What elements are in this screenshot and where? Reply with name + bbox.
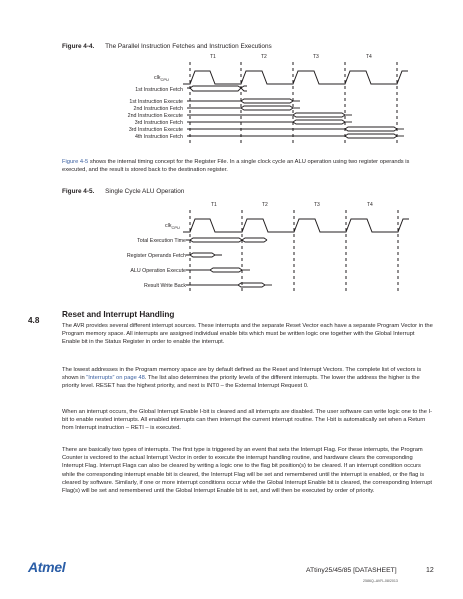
waveform-register-fetch [186,253,222,257]
figure-label: Figure 4-4. [62,43,95,50]
section-title: Reset and Interrupt Handling [62,310,175,319]
waveform-3rd-fetch [187,120,352,124]
atmel-logo: Atmel [28,559,66,575]
row-label-1st-execute: 1st Instruction Execute [129,99,183,105]
waveform-4th-fetch [187,134,404,138]
period-markers [190,62,397,146]
waveform-1st-fetch [187,86,247,91]
figure-4-5-intro-text: shows the internal timing concept for the Register File. In a single clock cycle an ALU operation using two register operands is executed, and the result is stored back to the destination register. [62,159,410,174]
figure-label: Figure 4-5. [62,188,95,195]
clock-label: clk$_{CPU}$ [154,75,169,82]
tick-label-t1: T1 [210,54,216,60]
interrupts-page-link[interactable]: “Interrupts” on page 48 [86,375,145,382]
figure-4-4-diagram [0,0,463,160]
waveform-alu-execute [186,268,250,272]
row-label-2nd-execute: 2nd Instruction Execute [127,113,183,119]
tick-label-t3: T3 [314,202,320,208]
row-label-total-execution: Total Execution Time [137,238,186,244]
waveform-write-back [186,283,272,287]
clock-waveform [183,219,409,232]
waveform-1st-execute [187,99,300,103]
paragraph-text: The lowest addresses in the Program memory space are by default defined as the Reset and Interrupt Vectors. The complete list of vectors is shown in [62,367,422,382]
tick-label-t4: T4 [366,54,372,60]
waveform-3rd-execute [187,127,404,131]
clock-waveform [183,71,408,84]
paragraph-interrupt-sources: The AVR provides several different interrupt sources. These interrupts and the separate Reset Vector each have a separate Program Vector in the Program memory space. All interrupts are assigned individual enable bits which must be written logic one together with the Global Interrupt Enable bit in the Status Register in order to enable the interrupt. [62,323,433,346]
period-markers [190,210,398,292]
figure-4-5-link[interactable]: Figure 4-5 [62,159,89,165]
figure-4-5-intro-paragraph [62,158,434,174]
figure-title: Single Cycle ALU Operation [105,188,185,195]
footer-page-number: 12 [426,567,434,574]
figure-4-5-diagram [0,195,463,300]
row-label-3rd-execute: 3rd Instruction Execute [128,127,183,133]
section-number: 4.8 [28,316,40,325]
footer-document-title: ATtiny25/45/85 [DATASHEET] [306,567,397,574]
footer-document-code: 2586Q–AVR–08/2013 [363,579,398,583]
waveform-2nd-execute [187,113,352,117]
section-heading [28,310,175,328]
clock-label: clk$_{CPU}$ [165,223,180,230]
paragraph-text: . The list also determines the priority levels of the different interrupts. The lower the address the higher is the priority level. RESET has the highest priority, and next is INT0 – the External Interrupt Request 0. [62,375,420,390]
row-label-write-back: Result Write Back [144,283,186,289]
row-label-1st-fetch: 1st Instruction Fetch [135,87,183,93]
tick-label-t2: T2 [261,54,267,60]
tick-label-t1: T1 [211,202,217,208]
paragraph-vector-addresses [62,366,434,391]
row-label-alu-execute: ALU Operation Execute [130,268,186,274]
waveform-total-execution [186,238,267,242]
row-label-2nd-fetch: 2nd Instruction Fetch [133,106,183,112]
row-label-4th-fetch: 4th Instruction Fetch [135,134,183,140]
figure-4-5-caption [62,188,184,195]
row-label-register-fetch: Register Operands Fetch [126,253,186,259]
figure-title: The Parallel Instruction Fetches and Instruction Executions [105,43,272,50]
tick-label-t4: T4 [367,202,373,208]
paragraph-interrupt-types: There are basically two types of interrupts. The first type is triggered by an event that sets the Interrupt Flag. For these interrupts, the Program Counter is vectored to the actual Interrupt Vector in order to execute the interrupt handling routine, and hardware clears the corresponding Interrupt Flag. Interrupt Flags can also be cleared by writing a logic one to the flag bit position(s) to be cleared. If an interrupt condition occurs while the corresponding interrupt enable bit is cleared, the Interrupt Flag will be set and remembered until the interrupt is enabled, or the flag is cleared by software. Similarly, if one or more interrupt conditions occur while the Global Interrupt Enable bit is cleared, the corresponding Interrupt Flag(s) will be set and remembered until the Global Interrupt Enable bit is set, and will then be executed by order of priority. [62,447,432,495]
row-label-3rd-fetch: 3rd Instruction Fetch [134,120,183,126]
paragraph-interrupt-occurs: When an interrupt occurs, the Global Interrupt Enable I-bit is cleared and all interrupts are disabled. The user software can write logic one to the I-bit to enable nested interrupts. All enabled interrupts can then interrupt the current interrupt routine. The I-bit is automatically set when a Return from Interrupt instruction – RETI – is executed. [62,409,433,432]
tick-label-t2: T2 [262,202,268,208]
tick-label-t3: T3 [313,54,319,60]
waveform-2nd-fetch [187,106,300,110]
